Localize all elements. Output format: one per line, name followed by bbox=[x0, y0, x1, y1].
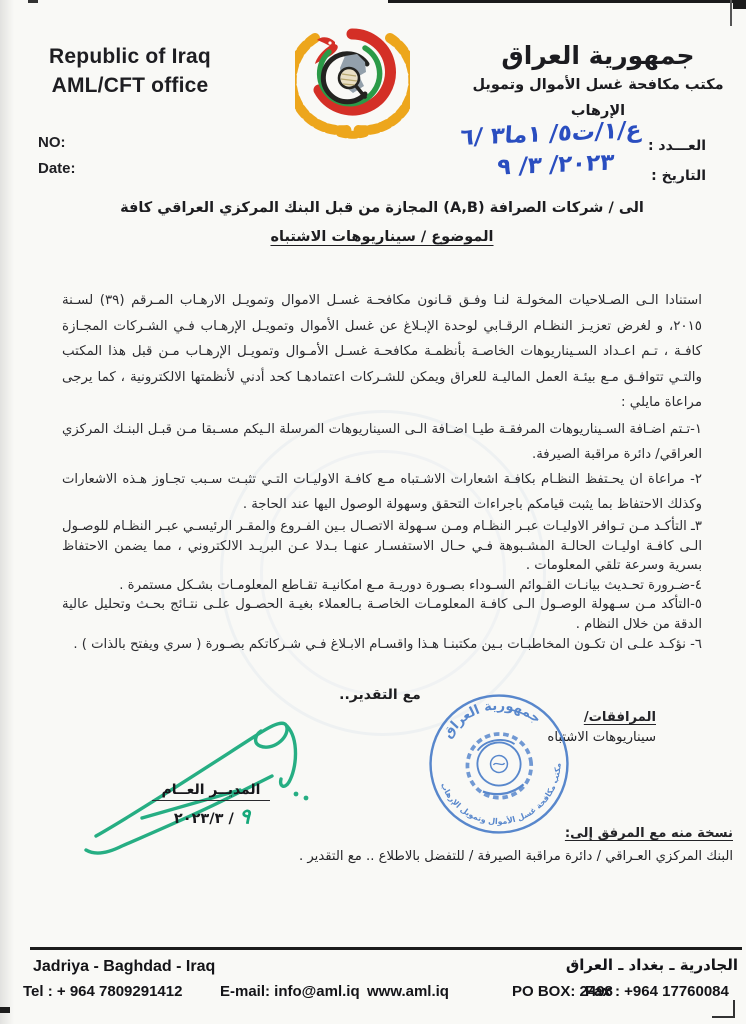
stamp-inner-emblem bbox=[462, 729, 536, 803]
handwritten-number-value: ع/١/ت٥/ ١ما٣ /٦ bbox=[459, 116, 643, 152]
copy-to-block bbox=[299, 822, 733, 868]
signature-date-black: ٢٠٢٣/٣ / bbox=[173, 811, 234, 827]
signature-date bbox=[142, 804, 282, 828]
org-title-ar-line1: جمهورية العراق bbox=[501, 41, 695, 70]
org-title-en-line1: Republic of Iraq bbox=[49, 45, 211, 68]
copy-to-value: البنك المركزي العـراقي / دائرة مراقبة الصيرفة / للتفضل بالاطلاع .. مع التقدير . bbox=[299, 849, 733, 864]
no-date-labels bbox=[38, 130, 76, 182]
org-title-ar-line2: مكتب مكافحة غسل الأموال وتمويل الإرهاب bbox=[472, 77, 724, 119]
stamp-bottom-text: مكتب مكافحة غسل الأموال وتمويل الإرهاب bbox=[438, 762, 563, 827]
item-4: ٤-ضـرورة تحـديث بيانـات القـوائم السـوداء بصـورة دوريـة مـع امكانيـة تقـاطع المعلومـات بشـكل مستمرة . bbox=[119, 577, 702, 593]
scan-vertical-mark bbox=[730, 0, 732, 26]
stamp-top-text: جمهورية العراق bbox=[440, 698, 544, 742]
item-5: ٥-التأكد مـن سـهولة الوصـول الـى كافـة المعلومـات الخاصـة بـالعملاء بغيـة الحصـول علـى نتـائج بحـث وتحليل عالية الدقة من خلال النظام . bbox=[62, 597, 702, 632]
date-label-ar: التاريخ : bbox=[651, 168, 706, 184]
item-1: ١-تـتم اضـافة السـيناريوهات المرفقـة طيـا اضـافة الـى السيناريوهات المرسلة الـيكم مسـبقا مـن قبـل البنـك المركزي العراقي/ دائرة مراقبة الصيرفة. bbox=[62, 422, 702, 462]
scan-top-left-mark bbox=[28, 0, 38, 3]
closing-line: مع التقدير.. bbox=[339, 687, 421, 703]
signer-title: المديــر العــام bbox=[152, 782, 270, 801]
footer-email: E-mail: info@aml.iq bbox=[220, 983, 360, 1000]
scan-bottom-left-mark bbox=[0, 1007, 10, 1013]
footer-divider bbox=[30, 947, 742, 950]
intro-paragraph: استنادا الـى الصـلاحيات المخولـة لنـا وفـق قـانون مكافحـة غسـل الاموال وتمويـل الارهـاب المـرقم (٣٩) لسـنة ٢٠١٥، و لغرض تعزيـز النظـام الرقـابي لوحدة الإبـلاغ عن غسل الأموال وتمويـل الإرهـاب فـي الشـركات المجـازة كافـة ، تـم اعـداد السـيناريوهات الخاصـة بأنظمـة مكافحـة غسـل الأمـوال وتمويـل الإرهـاب مـن قبل هذا المكتب والتـي تتوافـق مـع بيئـة العمل الماليـة للعراق ويمكن للشـركات اعتمادهـا كحد أدني لأنظمتها الالكترونية ، كما يرجى مراعاة مايلي : bbox=[62, 293, 702, 410]
number-label-ar: العـــدد : bbox=[647, 138, 706, 154]
org-title-english bbox=[24, 42, 236, 100]
footer-website: www.aml.iq bbox=[367, 983, 449, 1000]
item-6: ٦- نؤكـد علـى ان تكـون المخاطبـات بـين مكتبنـا هـذا واقسـام الابـلاغ فـي شـركاتكم بصـورة ( سري ويفتح بالذات ) . bbox=[73, 636, 702, 652]
handwritten-date-value: ٢٠٢٣/ ٣/ ٩ bbox=[496, 149, 615, 181]
footer-address-ar: الجادرية ـ بغداد ـ العراق bbox=[565, 956, 738, 974]
scan-top-line-artifact bbox=[388, 0, 746, 3]
footer-tel: Tel : + 964 7809291412 bbox=[23, 983, 183, 1000]
subject-line: الموضوع / سيناريوهات الاشتباه bbox=[270, 229, 494, 245]
footer-address-en: Jadriya - Baghdad - Iraq bbox=[33, 958, 216, 975]
footer-fax: Fax : +964 17760084 bbox=[585, 983, 729, 1000]
numbered-items bbox=[62, 417, 702, 654]
attachments-label: المرافقات/ bbox=[583, 710, 656, 725]
item-3: ٣ـ التأكـد مـن تـوافر الاوليـات عبـر النظـام ومـن سـهولة الاتصـال بـين الفـروع والمقـر الرئيسـي عبـر النظـام للوصـول الـى كافـة اوليـات الحالـة المشـبوهة فـي حـال الاستفسـار عنهـا بـدلا عـن البريـد الالكتروني ، مما يضمن الاحتفاظ بسرية وسرعة تلقي المعلومات . bbox=[62, 519, 702, 574]
aml-office-emblem bbox=[295, 12, 410, 140]
signature-date-green-digit: ٩ bbox=[237, 803, 252, 829]
org-title-arabic bbox=[462, 40, 734, 124]
date-label-en: Date: bbox=[38, 160, 76, 177]
copy-to-label: نسخة منه مع المرفق إلى: bbox=[564, 826, 733, 841]
attachments-value: سيناريوهات الاشتباه bbox=[547, 730, 656, 745]
scan-bottom-right-bracket-h bbox=[712, 1016, 735, 1018]
scan-corner-artifact bbox=[733, 0, 746, 9]
scan-edge-shadow bbox=[0, 0, 14, 1024]
signature-ink-dots bbox=[294, 792, 309, 801]
svg-text:جمهورية العراق bbox=[436, 690, 545, 743]
recipient-line: الى / شركات الصرافة (A,B) المجازة من قبل البنك المركزي العراقي كافة bbox=[120, 200, 644, 216]
no-label: NO: bbox=[38, 134, 66, 151]
item-2: ٢- مراعاة ان يحـتفظ النظـام بكافـة اشعارات الاشـتباه مـع كافـة الاوليـات التـي تثبـت سـبب تجـاوز هـذه الاشعارات وكذلك الاحتفاظ بما يثبت قيامكم باجراءات التحقق وسهولة الوصول اليها عند الحاجة . bbox=[62, 472, 702, 512]
greeting-line bbox=[62, 261, 746, 277]
org-title-en-line2: AML/CFT office bbox=[51, 74, 209, 97]
footer-pobox: PO BOX: 2498 bbox=[512, 983, 613, 1000]
